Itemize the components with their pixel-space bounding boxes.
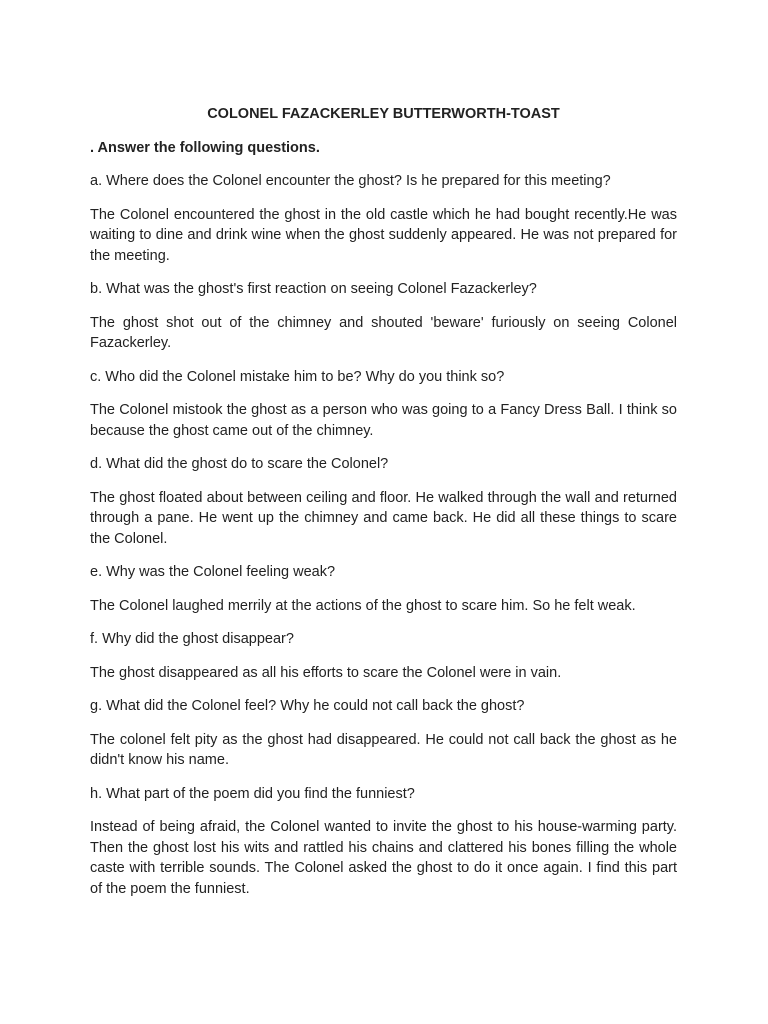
answer: The Colonel mistook the ghost as a person who was going to a Fancy Dress Ball. I think so because the ghost came out of the chimney. <box>90 402 677 439</box>
question: d. What did the ghost do to scare the Colonel? <box>90 456 389 472</box>
question: b. What was the ghost's first reaction on seeing Colonel Fazackerley? <box>90 281 537 297</box>
qa-item-f <box>90 629 677 683</box>
document-title: COLONEL FAZACKERLEY BUTTERWORTH-TOAST <box>207 106 560 122</box>
document-page <box>90 104 677 912</box>
qa-item-b <box>90 279 677 354</box>
instruction-heading: . Answer the following questions. <box>90 140 320 156</box>
qa-item-g <box>90 696 677 771</box>
question: h. What part of the poem did you find the funniest? <box>90 785 415 802</box>
qa-item-h <box>90 784 677 900</box>
answer: Instead of being afraid, the Colonel wanted to invite the ghost to his house-warming party. Then the ghost lost his wits and rattled his chains and clattered his bones filling the whole caste with terrible sounds. The Colonel asked the ghost to do it once again. I find this part of the poem the funniest. <box>90 819 677 897</box>
qa-item-d <box>90 454 677 549</box>
qa-item-a <box>90 171 677 266</box>
question: g. What did the Colonel feel? Why he could not call back the ghost? <box>90 698 525 714</box>
answer: The ghost shot out of the chimney and shouted 'beware' furiously on seeing Colonel Fazackerley. <box>90 314 677 351</box>
question: a. Where does the Colonel encounter the ghost? Is he prepared for this meeting? <box>90 173 611 189</box>
answer: The colonel felt pity as the ghost had disappeared. He could not call back the ghost as he didn't know his name. <box>90 731 677 768</box>
question: e. Why was the Colonel feeling weak? <box>90 564 336 580</box>
qa-item-e <box>90 562 677 616</box>
qa-item-c <box>90 367 677 442</box>
answer: The ghost floated about between ceiling and floor. He walked through the wall and returned through a pane. He went up the chimney and came back. He did all these things to scare the Colonel. <box>90 489 677 547</box>
question: c. Who did the Colonel mistake him to be? Why do you think so? <box>90 368 505 385</box>
answer: The ghost disappeared as all his efforts to scare the Colonel were in vain. <box>90 664 562 681</box>
answer: The Colonel encountered the ghost in the old castle which he had bought recently.He was waiting to dine and drink wine when the ghost suddenly appeared. He was not prepared for the meeting. <box>90 206 677 264</box>
question: f. Why did the ghost disappear? <box>90 631 294 647</box>
answer: The Colonel laughed merrily at the actions of the ghost to scare him. So he felt weak. <box>90 597 636 614</box>
